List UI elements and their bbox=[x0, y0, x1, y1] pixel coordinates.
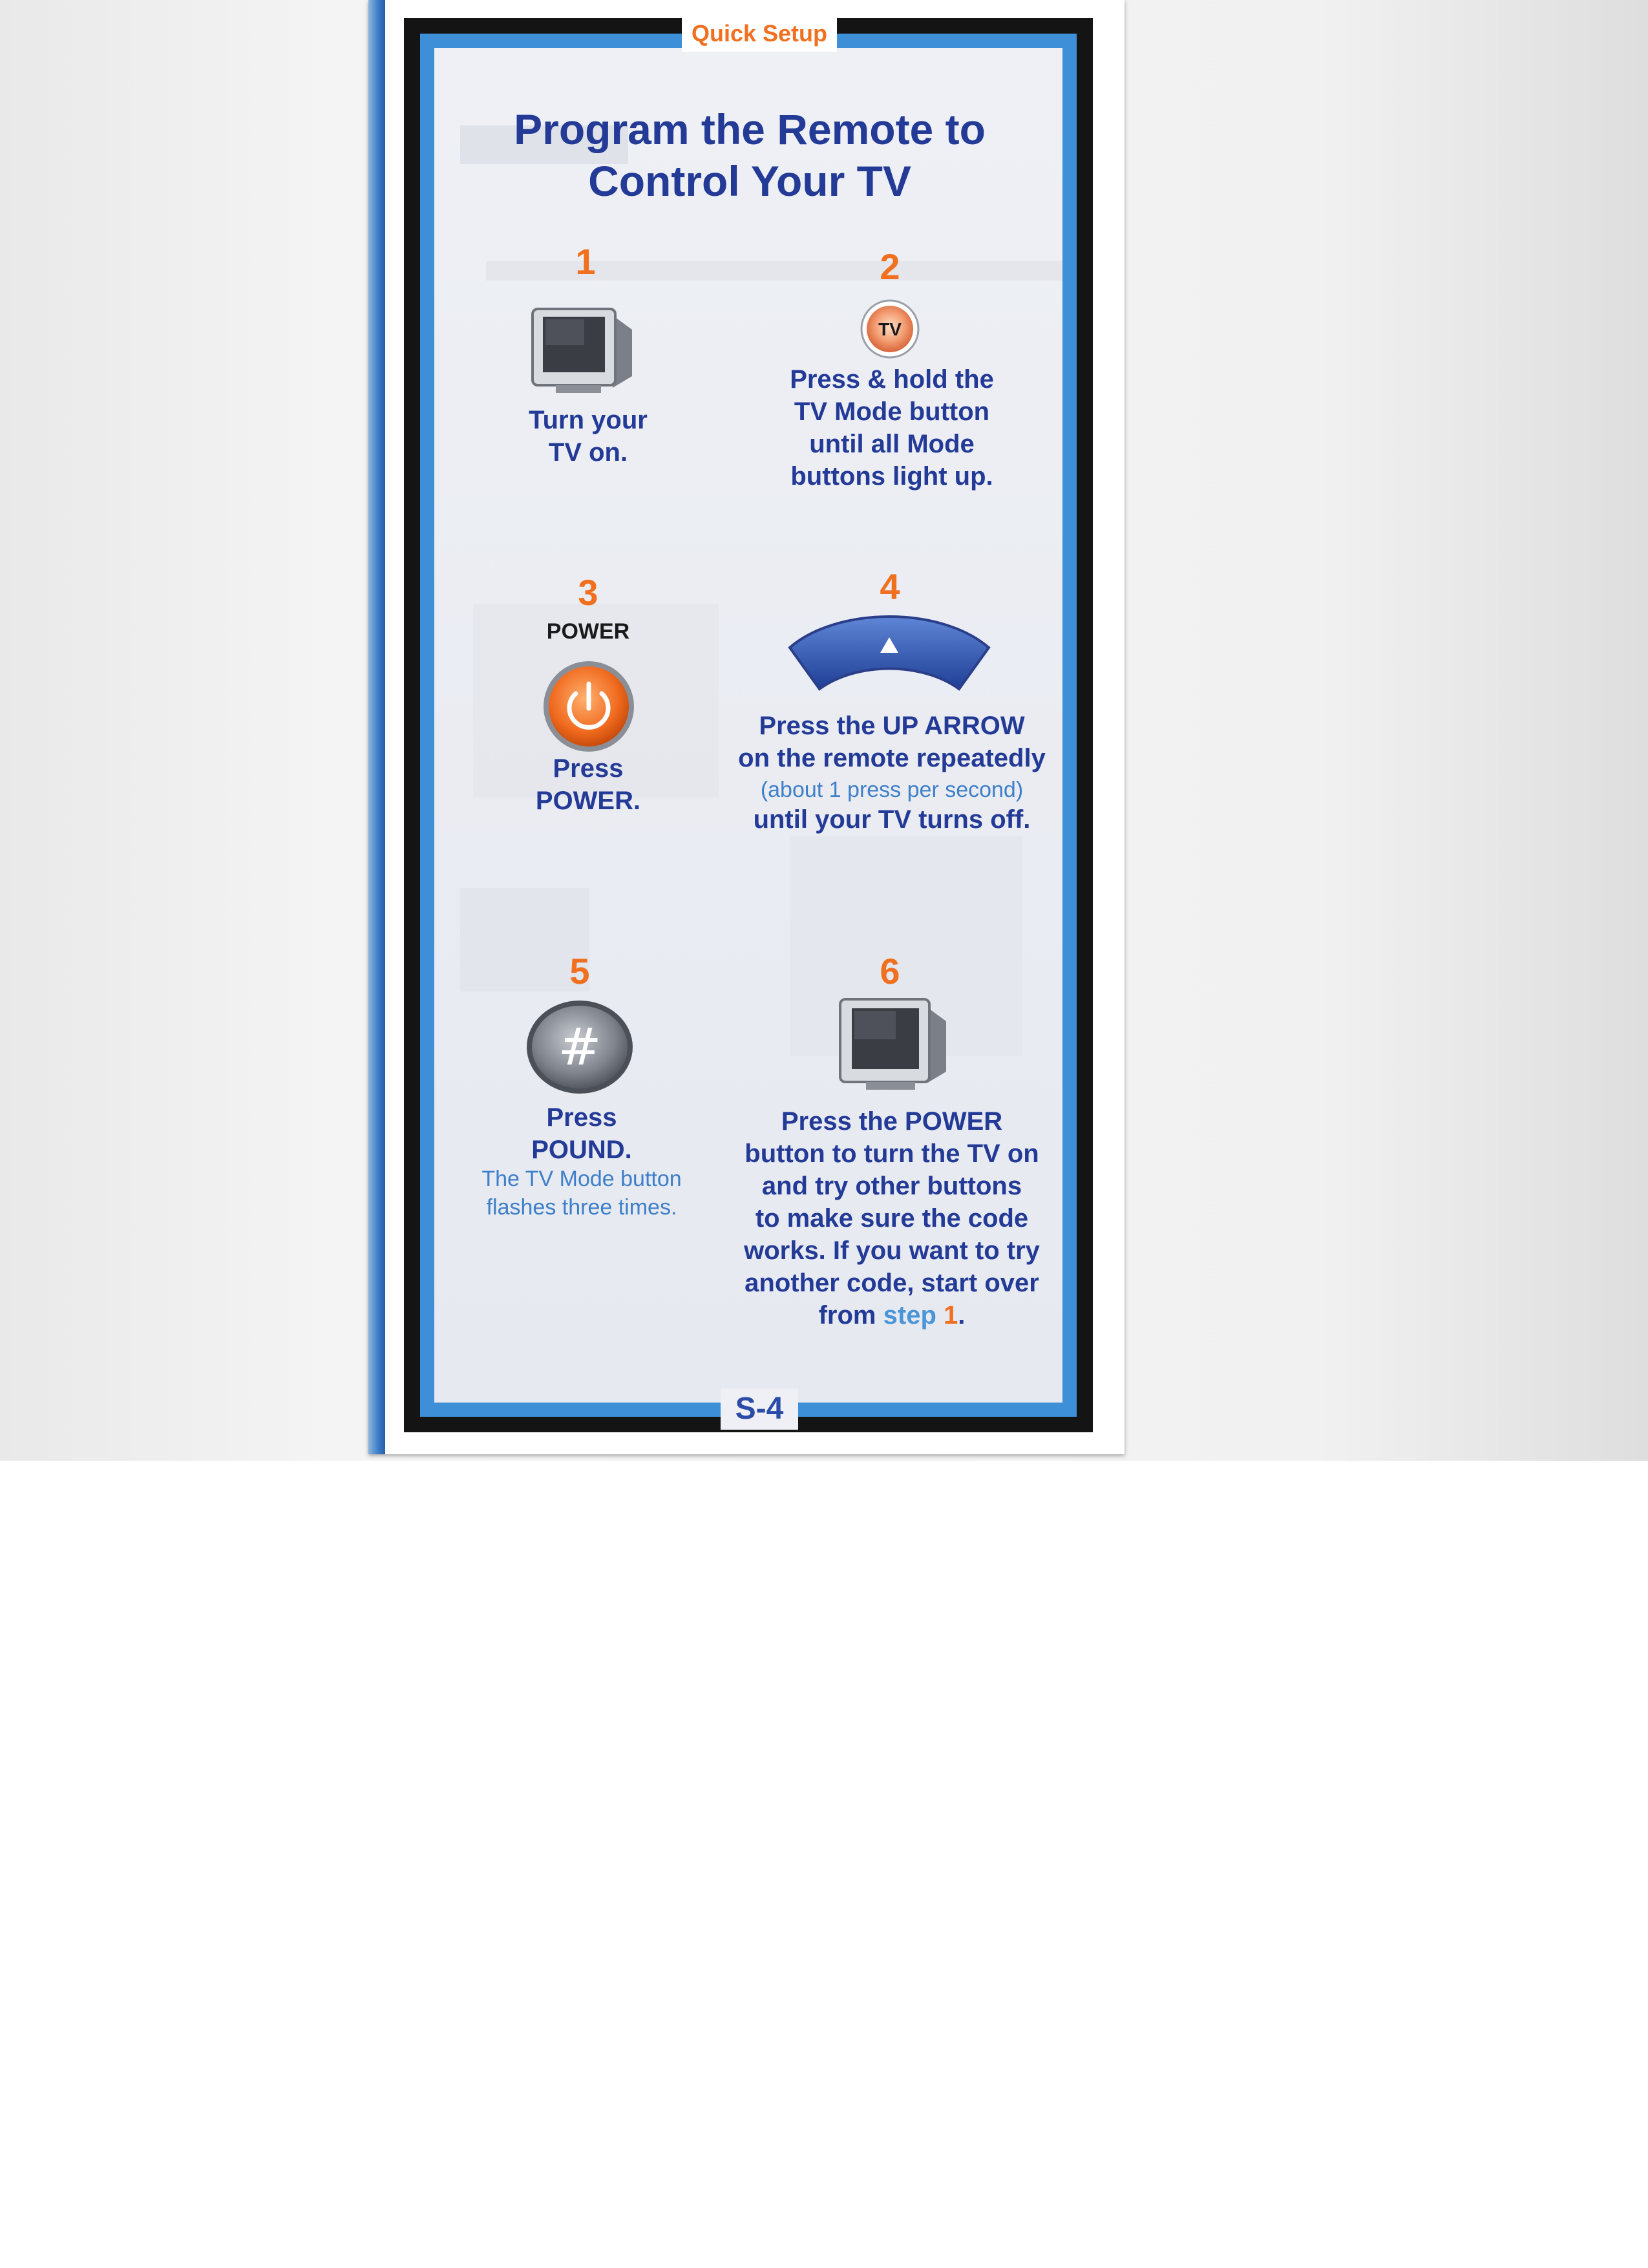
booklet-spine bbox=[368, 0, 385, 1454]
step-5-text: Press POUND. bbox=[531, 1103, 632, 1164]
step-5-note: The TV Mode button flashes three times. bbox=[481, 1167, 682, 1220]
tv-mode-button-icon bbox=[860, 299, 920, 359]
step-4-text: Press the UP ARROW on the remote repeatedly bbox=[738, 712, 1046, 772]
step-reference: step bbox=[883, 1301, 936, 1330]
power-button-icon bbox=[540, 658, 637, 755]
step-4-note: (about 1 press per second) bbox=[760, 778, 1024, 802]
tv-button-label: TV bbox=[878, 319, 902, 339]
tv-icon bbox=[530, 305, 633, 396]
step-3-text: Press POWER. bbox=[535, 754, 641, 815]
step-6-number: 6 bbox=[880, 951, 900, 991]
tv-icon bbox=[838, 995, 947, 1092]
step-reference-number: 1 bbox=[944, 1301, 958, 1330]
step-1-number: 1 bbox=[575, 241, 596, 282]
svg-text:#: # bbox=[558, 1017, 602, 1077]
step-6-last-line: from step 1. bbox=[818, 1301, 966, 1330]
step-6-text: Press the POWER button to turn the TV on and try other buttons to make sure the code works. If you want to try another code, start over from step 1. bbox=[711, 1105, 1073, 1331]
page-title-line2: Control Your TV bbox=[588, 157, 911, 205]
step-5-number: 5 bbox=[569, 951, 590, 991]
step-4-number: 4 bbox=[880, 566, 900, 607]
up-arrow-button-icon bbox=[786, 606, 993, 697]
page-title bbox=[452, 103, 1047, 207]
page-number: S-4 bbox=[721, 1388, 798, 1430]
page-title-line1: Program the Remote to bbox=[514, 105, 986, 153]
pound-button-icon bbox=[525, 999, 635, 1096]
step-2-text: Press & hold the TV Mode button until all Mode buttons light up. bbox=[790, 365, 994, 491]
step-3-number: 3 bbox=[578, 572, 598, 613]
step-4-text-end: until your TV turns off. bbox=[753, 805, 1031, 834]
step-2-number: 2 bbox=[880, 246, 900, 287]
step-1-text: Turn your TV on. bbox=[529, 406, 648, 467]
power-label: POWER bbox=[546, 619, 630, 644]
section-tag: Quick Setup bbox=[682, 16, 837, 52]
